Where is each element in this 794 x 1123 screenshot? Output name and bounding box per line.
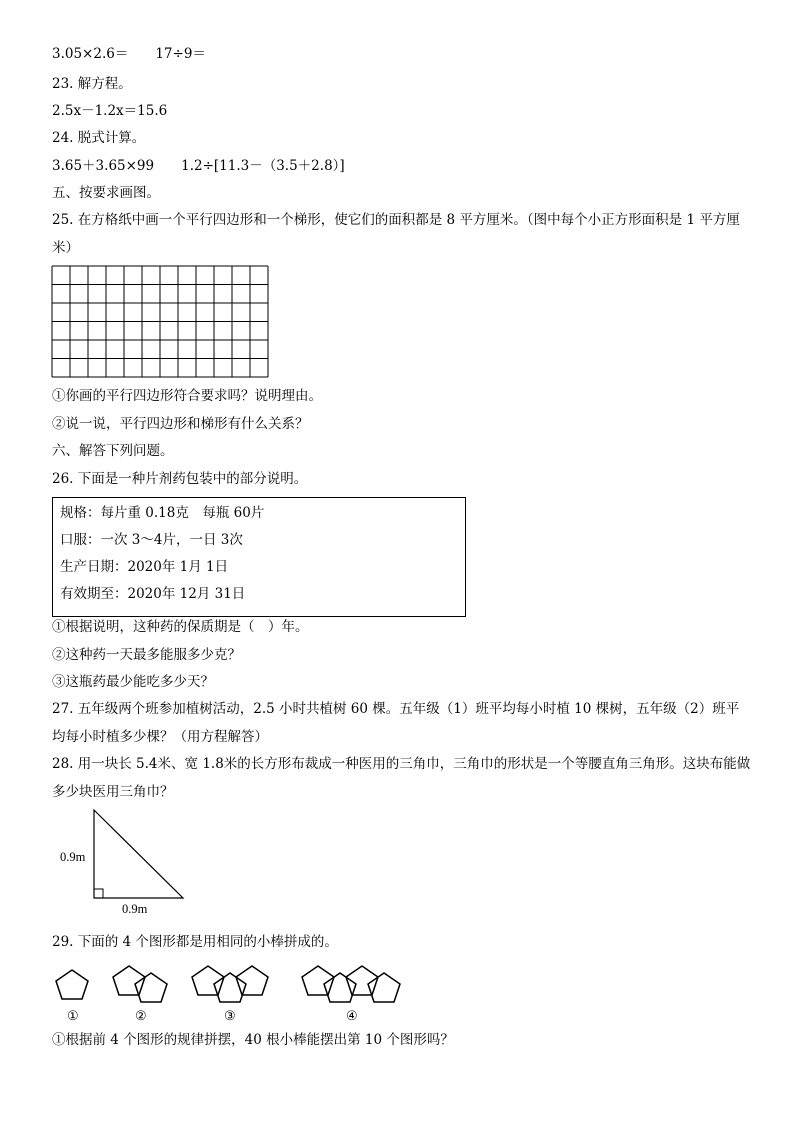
question-29: 29. 下面的 4 个图形都是用相同的小棒拼成的。: [52, 934, 338, 950]
question-23: 23. 解方程。: [52, 76, 132, 92]
pentagon-fig4-d: [368, 973, 400, 1002]
triangle-bottom-label: 0.9m: [122, 902, 148, 916]
medicine-made-date: 生产日期：2020年 1月 1日: [60, 559, 229, 575]
question-27: 27. 五年级两个班参加植树活动，2.5 小时共植树 60 棵。五年级（1）班平均每小时植 10 棵树，五年级（2）班平均每小时植多少棵？（用方程解答）: [52, 701, 740, 745]
question-29-part-1: ①根据前 4 个图形的规律拼摆，40 根小棒能摆出第 10 个图形吗？: [52, 1032, 454, 1048]
medicine-dose: 口服：一次 3～4片，一日 3次: [60, 532, 243, 548]
figure-label-4: ④: [346, 1008, 358, 1023]
question-28: 28. 用一块长 5.4米、宽 1.8米的长方形布裁成一种医用的三角巾，三角巾的形状是一个等腰直角三角形。这块布能做多少块医用三角巾？: [52, 756, 751, 800]
triangle-figure: [56, 806, 196, 918]
question-26-part-1: ①根据说明，这种药的保质期是（ ）年。: [52, 619, 309, 635]
medicine-spec: 规格：每片重 0.18克 每瓶 60片: [60, 505, 265, 521]
section-5-heading: 五、按要求画图。: [52, 185, 160, 201]
calc-line: 3.05×2.6＝ 17÷9＝: [52, 46, 206, 62]
figure-label-3: ③: [224, 1008, 236, 1023]
expression: 3.65＋3.65×99 1.2÷[11.3－（3.5＋2.8）]: [52, 158, 345, 174]
question-25-part-2: ②说一说，平行四边形和梯形有什么关系？: [52, 416, 309, 432]
question-25-part-1: ①你画的平行四边形符合要求吗？说明理由。: [52, 388, 322, 404]
right-triangle: [94, 810, 183, 898]
grid-paper[interactable]: [51, 265, 269, 379]
question-26: 26. 下面是一种片剂药包装中的部分说明。: [52, 471, 308, 487]
equation: 2.5x－1.2x＝15.6: [52, 103, 168, 119]
question-26-part-3: ③这瓶药最少能吃多少天？: [52, 674, 214, 690]
question-26-part-2: ②这种药一天最多能服多少克？: [52, 647, 241, 663]
figure-label-2: ②: [135, 1008, 147, 1023]
pentagon-fig3-b: [214, 973, 246, 1002]
figure-label-1: ①: [67, 1008, 79, 1023]
triangle-left-label: 0.9m: [60, 850, 86, 864]
medicine-label-box: [52, 497, 466, 617]
right-angle-mark: [94, 889, 103, 898]
pentagon-fig1: [56, 970, 88, 999]
question-25: 25. 在方格纸中画一个平行四边形和一个梯形，使它们的面积都是 8 平方厘米。（图中每个小正方形面积是 1 平方厘米）: [52, 212, 740, 256]
section-6-heading: 六、解答下列问题。: [52, 443, 174, 459]
pentagon-figures: [50, 958, 420, 1024]
question-24: 24. 脱式计算。: [52, 130, 146, 146]
medicine-expire-date: 有效期至：2020年 12月 31日: [60, 586, 246, 602]
pentagon-fig2-b: [135, 973, 167, 1002]
pentagon-fig4-b: [324, 973, 356, 1002]
